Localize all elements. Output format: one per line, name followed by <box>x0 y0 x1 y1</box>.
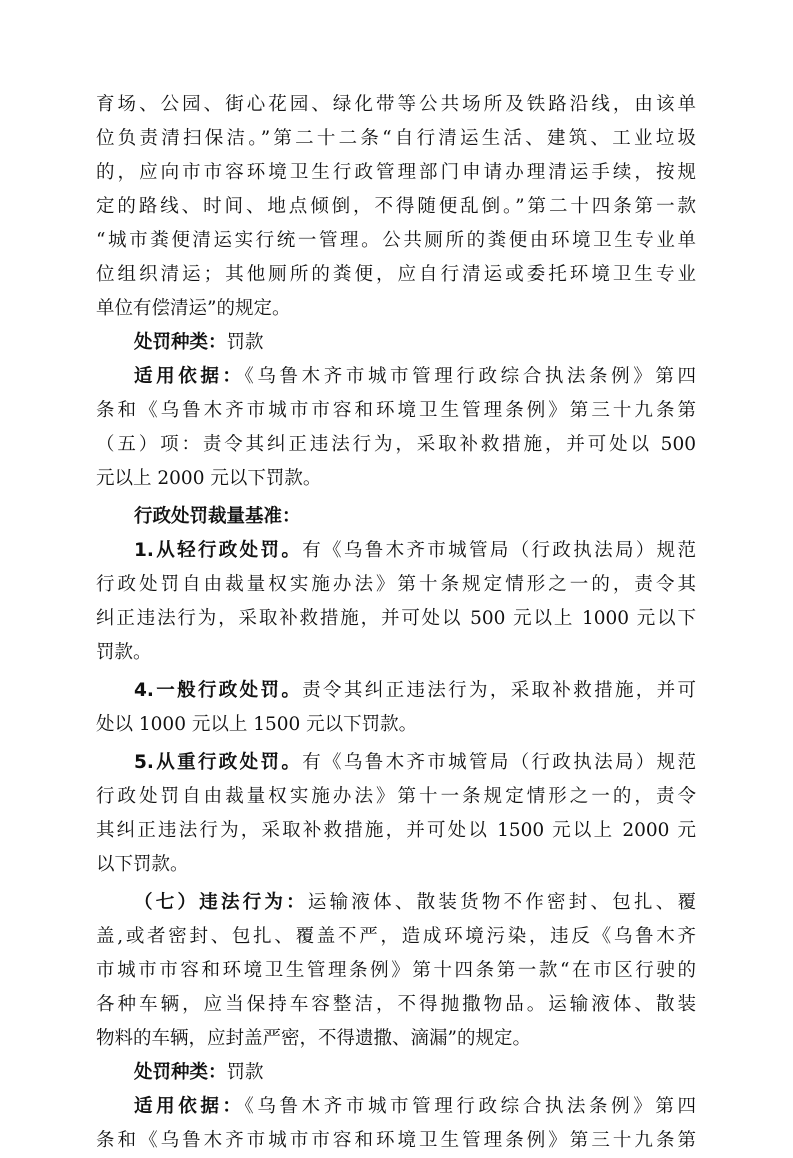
body-text-line: 位组织清运；其他厕所的粪便，应自行清运或委托环境卫生专业 <box>96 264 696 285</box>
body-text-line: 纠正违法行为，采取补救措施，并可处以 500 元以上 1000 元以下 <box>96 608 696 629</box>
discretion-standard-label: 行政处罚裁量基准： <box>134 506 301 527</box>
penalty-type-value: 罚款 <box>226 332 264 353</box>
heavy-penalty-text: 有《乌鲁木齐市城管局（行政执法局）规范 <box>302 752 696 773</box>
legal-basis-label: 适用依据： <box>134 366 245 387</box>
body-text-line: 的，应向市市容环境卫生行政管理部门申请办理清运手续，按规 <box>96 162 696 183</box>
penalty-type-label: 处罚种类： <box>134 332 227 353</box>
general-penalty-line <box>96 674 696 708</box>
legal-basis-text: 《乌鲁木齐市城市管理行政综合执法条例》第四 <box>244 1096 696 1117</box>
legal-basis-line <box>96 1090 696 1124</box>
general-penalty-label: 4.一般行政处罚。 <box>134 680 303 701</box>
heavy-penalty-line <box>96 746 696 780</box>
body-text-line: 行政处罚自由裁量权实施办法》第十条规定情形之一的，责令其 <box>96 574 696 595</box>
penalty-type-value: 罚款 <box>226 1062 264 1083</box>
penalty-type-line <box>96 326 696 360</box>
body-text-line: 其纠正违法行为，采取补救措施，并可处以 1500 元以上 2000 元 <box>96 820 696 841</box>
penalty-type-line <box>96 1056 696 1090</box>
lenient-penalty-text: 有《乌鲁木齐市城管局（行政执法局）规范 <box>302 540 696 561</box>
body-text-line: 各种车辆，应当保持车容整洁，不得抛撒物品。运输液体、散装 <box>96 994 696 1015</box>
violation-line <box>96 886 696 920</box>
body-text-line: （五）项：责令其纠正违法行为，采取补救措施，并可处以 500 <box>96 434 696 455</box>
body-text-line: 元以上 2000 元以下罚款。 <box>96 468 322 489</box>
body-text-line: 处以 1000 元以上 1500 元以下罚款。 <box>96 714 418 735</box>
body-text-line: 条和《乌鲁木齐市城市市容和环境卫生管理条例》第三十九条第 <box>96 400 696 421</box>
general-penalty-text: 责令其纠正违法行为，采取补救措施，并可 <box>302 680 696 701</box>
penalty-type-label: 处罚种类： <box>134 1062 227 1083</box>
body-text-line: 条和《乌鲁木齐市城市市容和环境卫生管理条例》第三十九条第 <box>96 1130 696 1151</box>
legal-basis-line <box>96 360 696 394</box>
body-text-line: 定的路线、时间、地点倾倒，不得随便乱倒。”第二十四条第一款 <box>96 196 696 217</box>
legal-basis-label: 适用依据： <box>134 1096 245 1117</box>
body-text-line: 以下罚款。 <box>96 854 189 875</box>
body-text-line: 市城市市容和环境卫生管理条例》第十四条第一款“在市区行驶的 <box>96 960 696 981</box>
discretion-standard-heading <box>96 500 696 534</box>
body-text-line: 位负责清扫保洁。”第二十二条“自行清运生活、建筑、工业垃圾 <box>96 128 696 149</box>
body-text-line: 罚款。 <box>96 642 152 663</box>
lenient-penalty-label: 1.从轻行政处罚。 <box>134 540 303 561</box>
body-text-line: “城市粪便清运实行统一管理。公共厕所的粪便由环境卫生专业单 <box>96 230 696 251</box>
legal-basis-text: 《乌鲁木齐市城市管理行政综合执法条例》第四 <box>244 366 696 387</box>
heavy-penalty-label: 5.从重行政处罚。 <box>134 752 303 773</box>
lenient-penalty-line <box>96 534 696 568</box>
violation-text: 运输液体、散装货物不作密封、包扎、覆 <box>307 892 696 913</box>
body-text-line: 盖,或者密封、包扎、覆盖不严，造成环境污染，违反《乌鲁木齐 <box>96 926 696 947</box>
body-text-line: 物料的车辆，应封盖严密，不得遗撒、滴漏”的规定。 <box>96 1028 531 1049</box>
body-text-line: 单位有偿清运”的规定。 <box>96 298 291 319</box>
body-text-line: 育场、公园、街心花园、绿化带等公共场所及铁路沿线，由该单 <box>96 94 696 115</box>
violation-label: （七）违法行为： <box>134 892 308 913</box>
body-text-line: 行政处罚自由裁量权实施办法》第十一条规定情形之一的，责令 <box>96 786 696 807</box>
